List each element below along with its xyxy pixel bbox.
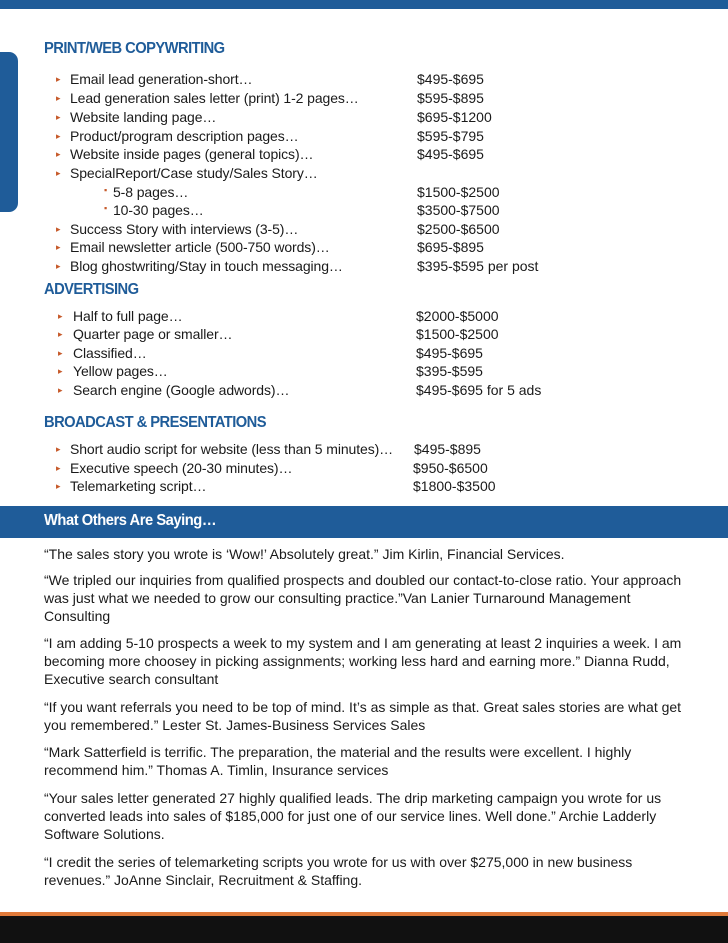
footer-bar — [0, 916, 728, 943]
testimonial-quote: “The sales story you wrote is ‘Wow!’ Absolutely great.” Jim Kirlin, Financial Services. — [44, 546, 565, 562]
price: $950-$6500 — [413, 460, 488, 476]
triangle-bullet-icon: ▸ — [56, 93, 61, 103]
testimonial-quote: “I credit the series of telemarketing scripts you wrote for us with over $275,000 in new business revenues.” JoAnne Sinclair, Recruitment & Staffing. — [44, 854, 633, 888]
price: $2500-$6500 — [417, 221, 500, 237]
triangle-bullet-icon: ▸ — [58, 348, 63, 358]
triangle-bullet-icon: ▸ — [56, 224, 61, 234]
list-item: ▸ Website inside pages (general topics)… — [56, 146, 314, 162]
testimonial-quote: “We tripled our inquiries from qualified prospects and doubled our contact-to-close ratio. Your approach was just what we needed to grow our consulting practice.”Van Lanier Turnaround Management Consulting — [44, 572, 682, 624]
triangle-bullet-icon: ▸ — [56, 168, 61, 178]
price: $395-$595 — [416, 363, 483, 379]
triangle-bullet-icon: ▸ — [58, 366, 63, 376]
testimonial-quote: “I am adding 5-10 prospects a week to my system and I am generating at least 2 inquiries a week. I am becoming more choosey in picking assignments; working less hard and earning more.” Dianna Rudd, Executive search consultant — [44, 635, 682, 687]
sub-list-item: ▪ 5-8 pages… — [104, 183, 188, 201]
list-item: ▸ Short audio script for website (less than 5 minutes)… — [56, 441, 394, 457]
triangle-bullet-icon: ▸ — [56, 112, 61, 122]
list-item: ▸ Search engine (Google adwords)… — [58, 382, 290, 398]
triangle-bullet-icon: ▸ — [56, 261, 61, 271]
list-item: ▸ Email lead generation-short… — [56, 71, 253, 87]
testimonial-quote: “Your sales letter generated 27 highly qualified leads. The drip marketing campaign you wrote for us converted leads into sales of $185,000 for just one of our service lines. Well done.” Archie Ladderly Software Solutions. — [44, 790, 662, 842]
list-item: ▸ Telemarketing script… — [56, 478, 207, 494]
square-bullet-icon: ▪ — [104, 203, 108, 213]
list-item: ▸ Lead generation sales letter (print) 1-2 pages… — [56, 90, 359, 106]
triangle-bullet-icon: ▸ — [56, 463, 61, 473]
price: $495-$695 for 5 ads — [416, 382, 542, 398]
top-banner — [0, 0, 728, 9]
price: $1500-$2500 — [417, 184, 500, 200]
price: $395-$595 per post — [417, 258, 539, 274]
price: $3500-$7500 — [417, 202, 500, 218]
list-item: ▸ Email newsletter article (500-750 words)… — [56, 239, 330, 255]
price: $595-$795 — [417, 128, 484, 144]
price: $495-$695 — [417, 146, 484, 162]
list-item: ▸ Classified… — [58, 345, 147, 361]
list-item: ▸ Executive speech (20-30 minutes)… — [56, 460, 293, 476]
list-item: ▸ SpecialReport/Case study/Sales Story… — [56, 165, 318, 181]
list-item: ▸ Quarter page or smaller… — [58, 326, 233, 342]
price: $495-$695 — [417, 71, 484, 87]
square-bullet-icon: ▪ — [104, 185, 108, 195]
triangle-bullet-icon: ▸ — [56, 131, 61, 141]
triangle-bullet-icon: ▸ — [56, 242, 61, 252]
price: $495-$895 — [414, 441, 481, 457]
price: $695-$895 — [417, 239, 484, 255]
price: $495-$695 — [416, 345, 483, 361]
triangle-bullet-icon: ▸ — [58, 329, 63, 339]
price: $2000-$5000 — [416, 308, 499, 324]
side-tab-decoration — [0, 52, 18, 212]
triangle-bullet-icon: ▸ — [58, 385, 63, 395]
testimonial-quote: “Mark Satterfield is terrific. The preparation, the material and the results were excellent. I highly recommend him.” Thomas A. Timlin, Insurance services — [44, 744, 632, 778]
testimonials-heading: What Others Are Saying… — [44, 512, 217, 529]
advertising-section-heading: ADVERTISING — [44, 281, 139, 298]
list-item: ▸ Yellow pages… — [58, 363, 168, 379]
triangle-bullet-icon: ▸ — [58, 311, 63, 321]
triangle-bullet-icon: ▸ — [56, 444, 61, 454]
testimonial-quote: “If you want referrals you need to be top of mind. It’s as simple as that. Great sales stories are what get you remembered.” Lester St. James-Business Services Sales — [44, 699, 682, 733]
list-item: ▸ Blog ghostwriting/Stay in touch messaging… — [56, 258, 343, 274]
list-item: ▸ Success Story with interviews (3-5)… — [56, 221, 299, 237]
testimonials-header-bar — [0, 506, 728, 538]
list-item: ▸ Half to full page… — [58, 308, 183, 324]
triangle-bullet-icon: ▸ — [56, 481, 61, 491]
price: $695-$1200 — [417, 109, 492, 125]
list-item: ▸ Website landing page… — [56, 109, 217, 125]
print-section-heading: PRINT/WEB COPYWRITING — [44, 40, 225, 57]
price: $1500-$2500 — [416, 326, 499, 342]
price: $595-$895 — [417, 90, 484, 106]
triangle-bullet-icon: ▸ — [56, 74, 61, 84]
triangle-bullet-icon: ▸ — [56, 149, 61, 159]
list-item: ▸ Product/program description pages… — [56, 128, 299, 144]
broadcast-section-heading: BROADCAST & PRESENTATIONS — [44, 414, 267, 431]
price: $1800-$3500 — [413, 478, 496, 494]
sub-list-item: ▪ 10-30 pages… — [104, 201, 204, 219]
